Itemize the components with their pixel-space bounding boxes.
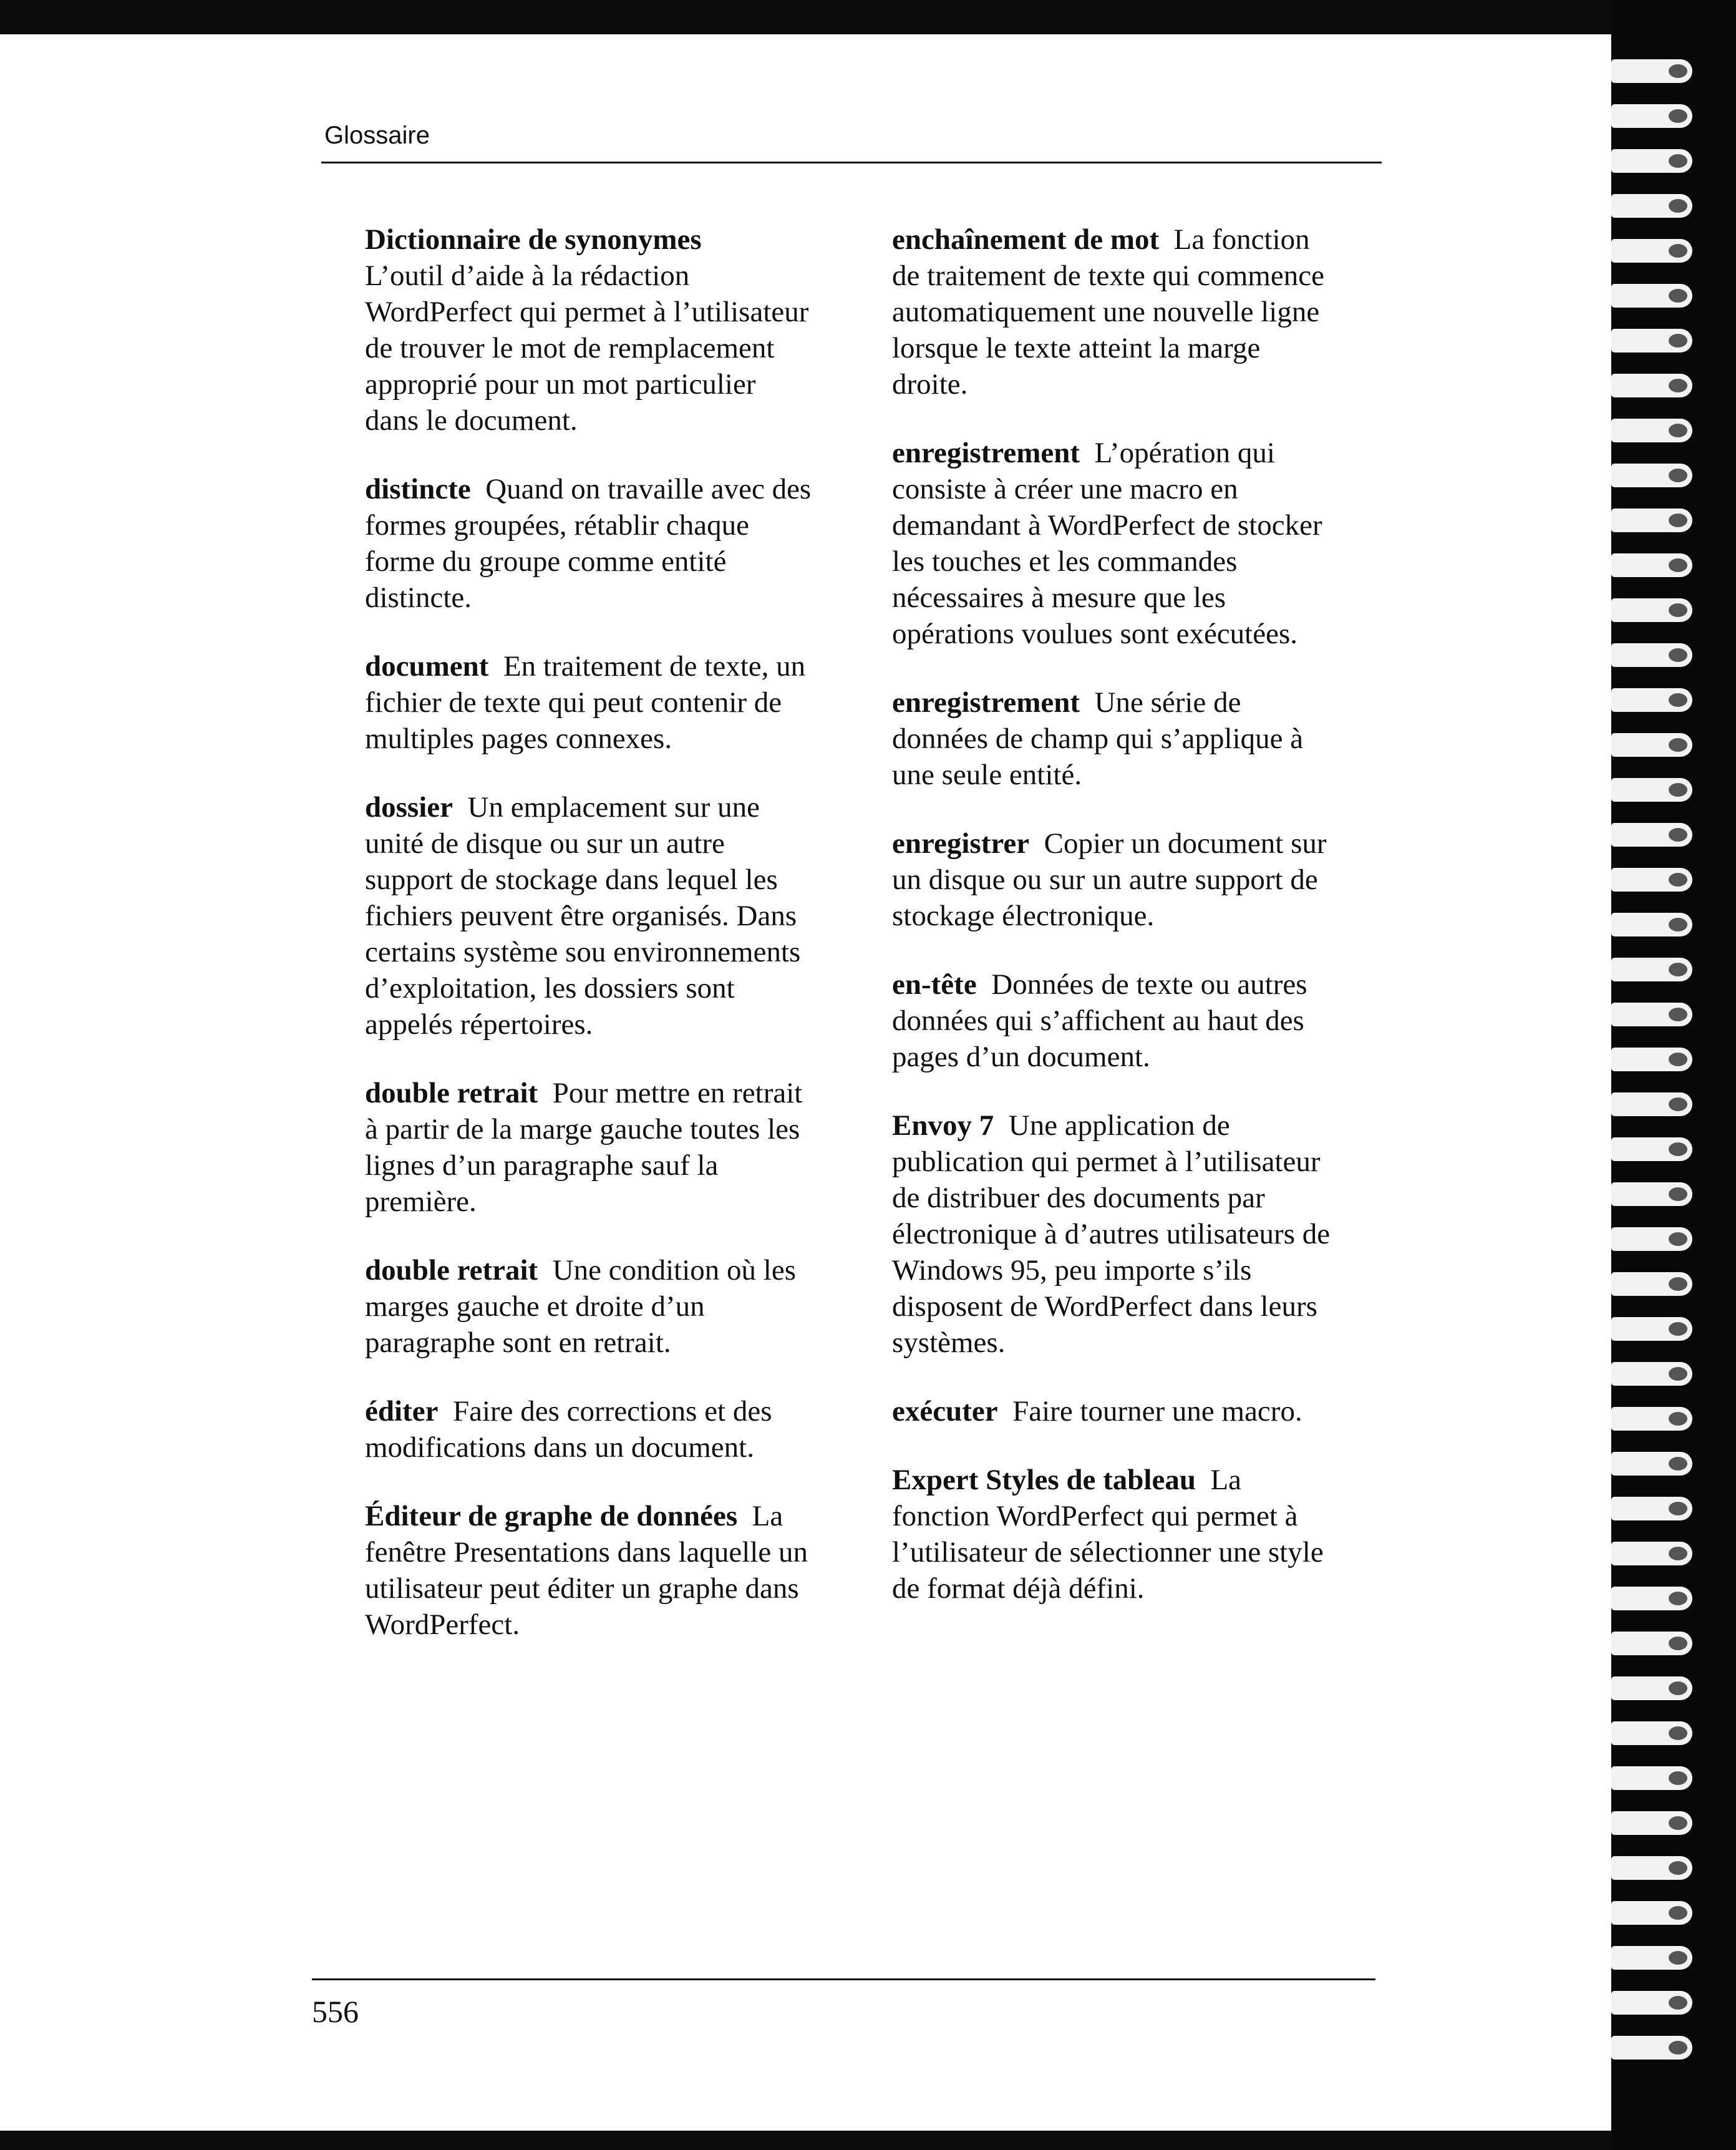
- binding-coil: [1611, 1182, 1692, 1206]
- binding-coil: [1611, 1497, 1692, 1520]
- glossary-definition: Un emplacement sur une unité de disque ou sur un autre support de stockage dans lequel les fichiers peuvent être organisés. Dans certains système sou environnements d’exploitation, les dossiers sont appelés répertoires.: [365, 791, 801, 1041]
- binding-coil: [1611, 958, 1692, 981]
- glossary-definition: Copier un document sur un disque ou sur un autre support de stockage électronique.: [892, 827, 1327, 932]
- glossary-term: document: [365, 650, 489, 683]
- glossary-entry: [365, 789, 814, 1043]
- glossary-entry: [892, 825, 1341, 934]
- binding-coil: [1611, 1407, 1692, 1431]
- glossary-term: dossier: [365, 791, 453, 824]
- binding-coil: [1611, 1856, 1692, 1880]
- glossary-entry: [365, 1075, 814, 1220]
- binding-coil: [1611, 59, 1692, 83]
- glossary-entry: [365, 471, 814, 616]
- glossary-entry: [892, 221, 1341, 402]
- binding-coil: [1611, 149, 1692, 173]
- glossary-term: Dictionnaire de synonymes: [365, 223, 702, 256]
- glossary-term: enregistrer: [892, 827, 1030, 860]
- binding-coil: [1611, 1362, 1692, 1386]
- glossary-term: distincte: [365, 473, 471, 505]
- binding-coil: [1611, 1901, 1692, 1925]
- binding-coil: [1611, 1227, 1692, 1251]
- binding-coil: [1611, 464, 1692, 487]
- glossary-term: enchaînement de mot: [892, 223, 1160, 256]
- glossary-definition: Quand on travaille avec des formes groupées, rétablir chaque forme du groupe comme entité distincte.: [365, 473, 812, 614]
- binding-coil: [1611, 913, 1692, 936]
- glossary-definition: Une série de données de champ qui s’applique à une seule entité.: [892, 686, 1304, 791]
- binding-coil: [1611, 868, 1692, 892]
- binding-coil: [1611, 374, 1692, 397]
- binding-coil: [1611, 284, 1692, 308]
- binding-coil: [1611, 1317, 1692, 1341]
- page-header: Glossaire: [324, 122, 430, 149]
- glossary-entry: [892, 1393, 1341, 1429]
- binding-coil: [1611, 1272, 1692, 1296]
- binding-coil: [1611, 2036, 1692, 2060]
- glossary-definition: Données de texte ou autres données qui s’affichent au haut des pages d’un document.: [892, 968, 1307, 1073]
- glossary-entry: [892, 1462, 1341, 1607]
- binding-coil: [1611, 239, 1692, 263]
- glossary-definition: La fonction WordPerfect qui permet à l’utilisateur de sélectionner une style de format déjà défini.: [892, 1464, 1324, 1605]
- glossary-term: Expert Styles de tableau: [892, 1464, 1196, 1496]
- binding-coil: [1611, 1587, 1692, 1610]
- page-number: 556: [312, 1994, 359, 2029]
- glossary-entry: [365, 1393, 814, 1466]
- binding-coil: [1611, 1048, 1692, 1071]
- binding-coil: [1611, 1991, 1692, 2015]
- glossary-entry: [892, 1107, 1341, 1361]
- glossary-term: double retrait: [365, 1254, 538, 1287]
- right-column: [892, 221, 1341, 1639]
- binding-coil: [1611, 733, 1692, 757]
- glossary-term: éditer: [365, 1395, 439, 1428]
- footer-rule: [312, 1978, 1375, 1980]
- glossary-term: exécuter: [892, 1395, 998, 1428]
- glossary-entry: [365, 648, 814, 757]
- binding-coil: [1611, 1092, 1692, 1116]
- glossary-term: en-tête: [892, 968, 977, 1001]
- glossary-definition: Faire des corrections et des modifications dans un document.: [365, 1395, 772, 1464]
- binding-coil: [1611, 508, 1692, 532]
- glossary-entry: [892, 684, 1341, 793]
- glossary-definition: L’opération qui consiste à créer une macro en demandant à WordPerfect de stocker les touches et les commandes nécessaires à mesure que les opérations voulues sont exécutées.: [892, 437, 1322, 650]
- binding-coil: [1611, 1946, 1692, 1970]
- glossary-definition: Une application de publication qui permet à l’utilisateur de distribuer des documents par électronique à d’autres utilisateurs de Windows 95, peu importe s’ils disposent de WordPerfect dans leurs systèmes.: [892, 1109, 1331, 1359]
- binding-coil: [1611, 688, 1692, 712]
- glossary-term: Envoy 7: [892, 1109, 994, 1142]
- glossary-definition: La fenêtre Presentations dans laquelle un utilisateur peut éditer un graphe dans WordPerfect.: [365, 1500, 808, 1641]
- binding-coil: [1611, 643, 1692, 667]
- binding-coil: [1611, 1542, 1692, 1565]
- glossary-definition: L’outil d’aide à la rédaction WordPerfect qui permet à l’utilisateur de trouver le mot de remplacement approprié pour un mot particulier dans le document.: [365, 260, 809, 437]
- binding-coil: [1611, 598, 1692, 622]
- left-column: [365, 221, 814, 1675]
- binding-coil: [1611, 329, 1692, 353]
- binding-coil: [1611, 1452, 1692, 1476]
- glossary-definition: Faire tourner une macro.: [1012, 1395, 1302, 1428]
- document-page: [0, 34, 1678, 2131]
- glossary-term: Éditeur de graphe de données: [365, 1500, 738, 1532]
- glossary-entry: [365, 1498, 814, 1643]
- binding-coil: [1611, 553, 1692, 577]
- binding-coil: [1611, 1676, 1692, 1700]
- spiral-binding: [1611, 0, 1736, 2150]
- binding-coil: [1611, 1003, 1692, 1026]
- glossary-definition: En traitement de texte, un fichier de texte qui peut contenir de multiples pages connexes.: [365, 650, 806, 755]
- glossary-term: enregistrement: [892, 686, 1080, 719]
- header-rule: [321, 162, 1382, 163]
- binding-coil: [1611, 778, 1692, 802]
- glossary-entry: [892, 435, 1341, 652]
- glossary-term: enregistrement: [892, 437, 1080, 469]
- glossary-definition: La fonction de traitement de texte qui commence automatiquement une nouvelle ligne lorsque le texte atteint la marge droite.: [892, 223, 1324, 401]
- glossary-entry: [365, 1252, 814, 1361]
- binding-coil: [1611, 1137, 1692, 1161]
- glossary-definition: Pour mettre en retrait à partir de la marge gauche toutes les lignes d’un paragraphe sauf la première.: [365, 1077, 803, 1218]
- glossary-term: double retrait: [365, 1077, 538, 1109]
- binding-coil: [1611, 1632, 1692, 1655]
- glossary-entry: [892, 966, 1341, 1075]
- glossary-definition: Une condition où les marges gauche et droite d’un paragraphe sont en retrait.: [365, 1254, 796, 1359]
- binding-coil: [1611, 823, 1692, 847]
- binding-coil: [1611, 104, 1692, 128]
- binding-coil: [1611, 1721, 1692, 1745]
- binding-coil: [1611, 1766, 1692, 1790]
- binding-coil: [1611, 1811, 1692, 1835]
- binding-coil: [1611, 194, 1692, 218]
- binding-coil: [1611, 419, 1692, 442]
- glossary-entry: [365, 221, 814, 439]
